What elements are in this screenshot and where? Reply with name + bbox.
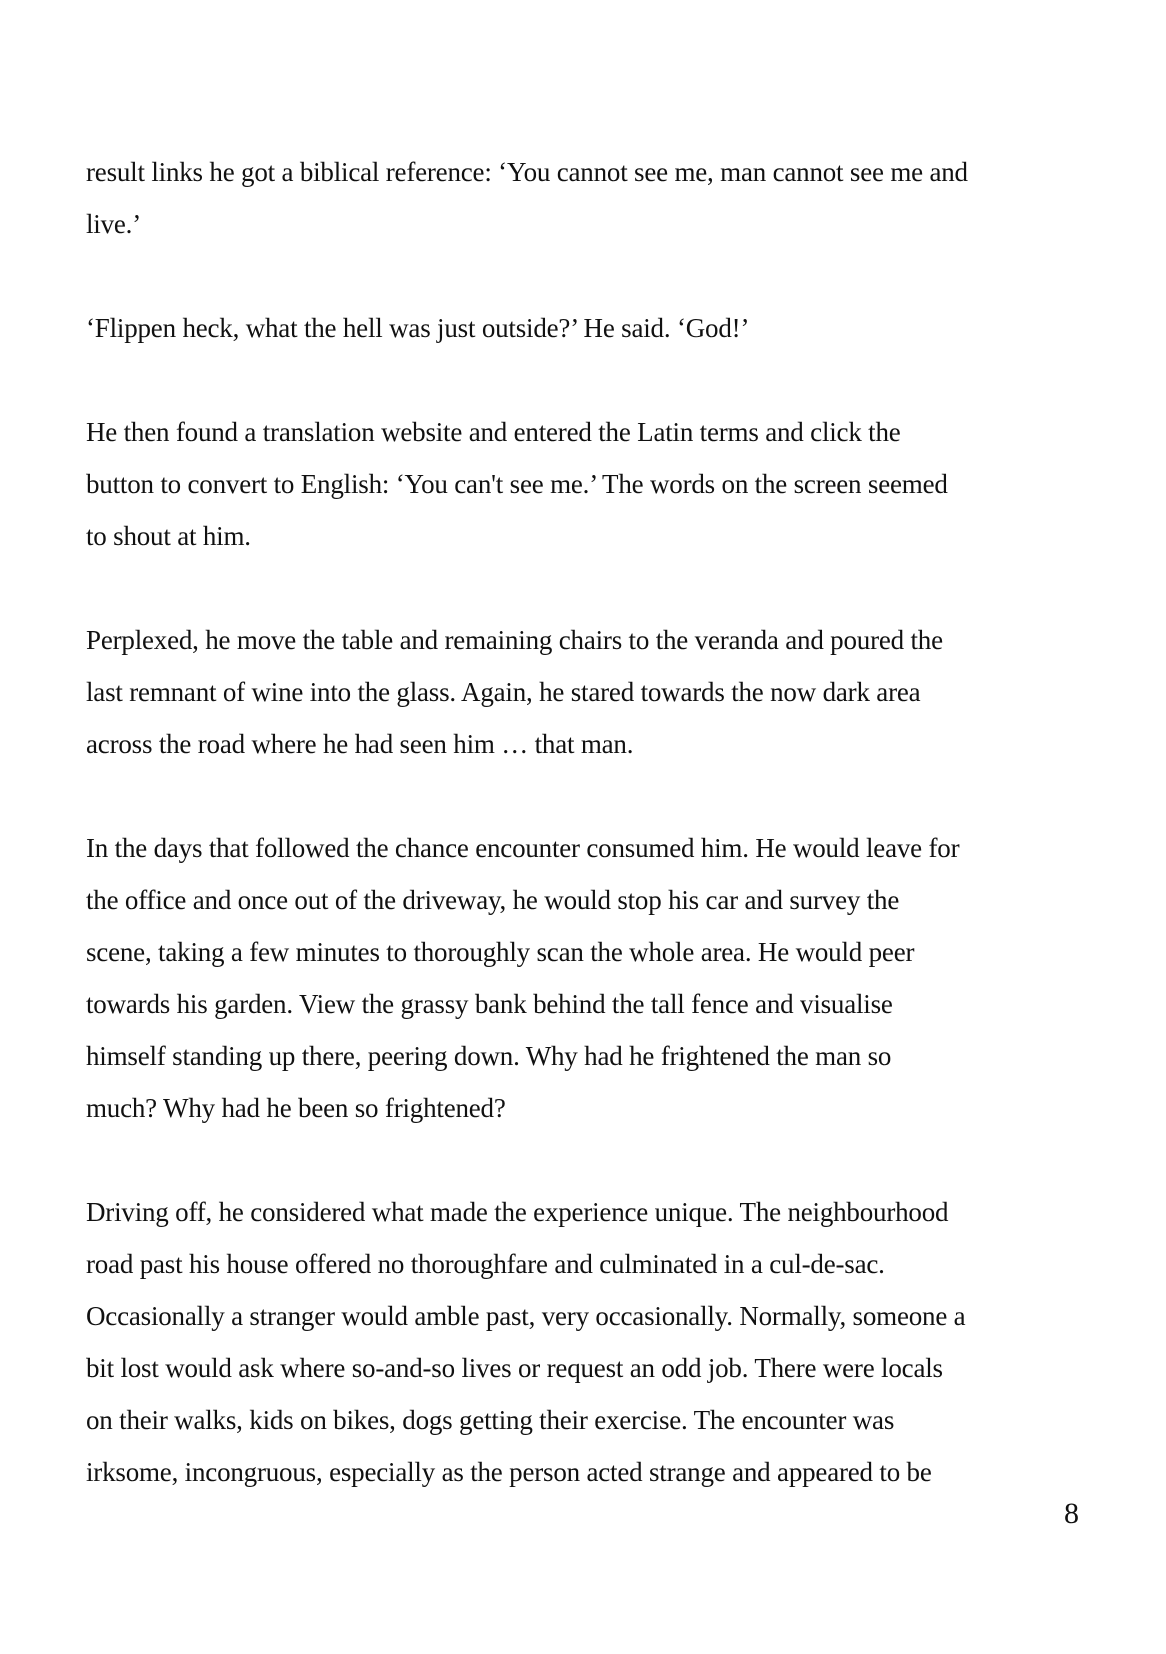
text-line: across the road where he had seen him … that man. <box>86 729 634 759</box>
text-line: himself standing up there, peering down. Why had he frightened the man so <box>86 1041 892 1071</box>
text-line: Perplexed, he move the table and remaining chairs to the veranda and poured the <box>86 625 943 655</box>
text-line: result links he got a biblical reference: ‘You cannot see me, man cannot see me and <box>86 157 968 187</box>
paragraph <box>86 406 1076 562</box>
text-line: Driving off, he considered what made the experience unique. The neighbourhood <box>86 1197 949 1227</box>
text-line: bit lost would ask where so-and-so lives or request an odd job. There were locals <box>86 1353 943 1383</box>
text-line: In the days that followed the chance encounter consumed him. He would leave for <box>86 833 960 863</box>
page-number: 8 <box>1064 1497 1079 1530</box>
text-line: last remnant of wine into the glass. Again, he stared towards the now dark area <box>86 677 921 707</box>
text-line: ‘Flippen heck, what the hell was just outside?’ He said. ‘God!’ <box>86 313 750 343</box>
text-line: live.’ <box>86 209 142 239</box>
paragraph <box>86 302 1076 354</box>
text-line: button to convert to English: ‘You can't see me.’ The words on the screen seemed <box>86 469 948 499</box>
paragraph <box>86 614 1076 770</box>
text-body <box>86 146 1076 1550</box>
text-line: much? Why had he been so frightened? <box>86 1093 506 1123</box>
text-line: towards his garden. View the grassy bank behind the tall fence and visualise <box>86 989 893 1019</box>
text-line: scene, taking a few minutes to thoroughly scan the whole area. He would peer <box>86 937 915 967</box>
paragraph <box>86 146 1076 250</box>
text-line: He then found a translation website and entered the Latin terms and click the <box>86 417 901 447</box>
text-line: road past his house offered no thoroughfare and culminated in a cul-de-sac. <box>86 1249 885 1279</box>
text-line: irksome, incongruous, especially as the person acted strange and appeared to be <box>86 1457 932 1487</box>
text-line: Occasionally a stranger would amble past, very occasionally. Normally, someone a <box>86 1301 966 1331</box>
text-line: to shout at him. <box>86 521 251 551</box>
paragraph <box>86 1186 1076 1498</box>
text-line: on their walks, kids on bikes, dogs getting their exercise. The encounter was <box>86 1405 895 1435</box>
paragraph <box>86 822 1076 1134</box>
text-line: the office and once out of the driveway, he would stop his car and survey the <box>86 885 900 915</box>
